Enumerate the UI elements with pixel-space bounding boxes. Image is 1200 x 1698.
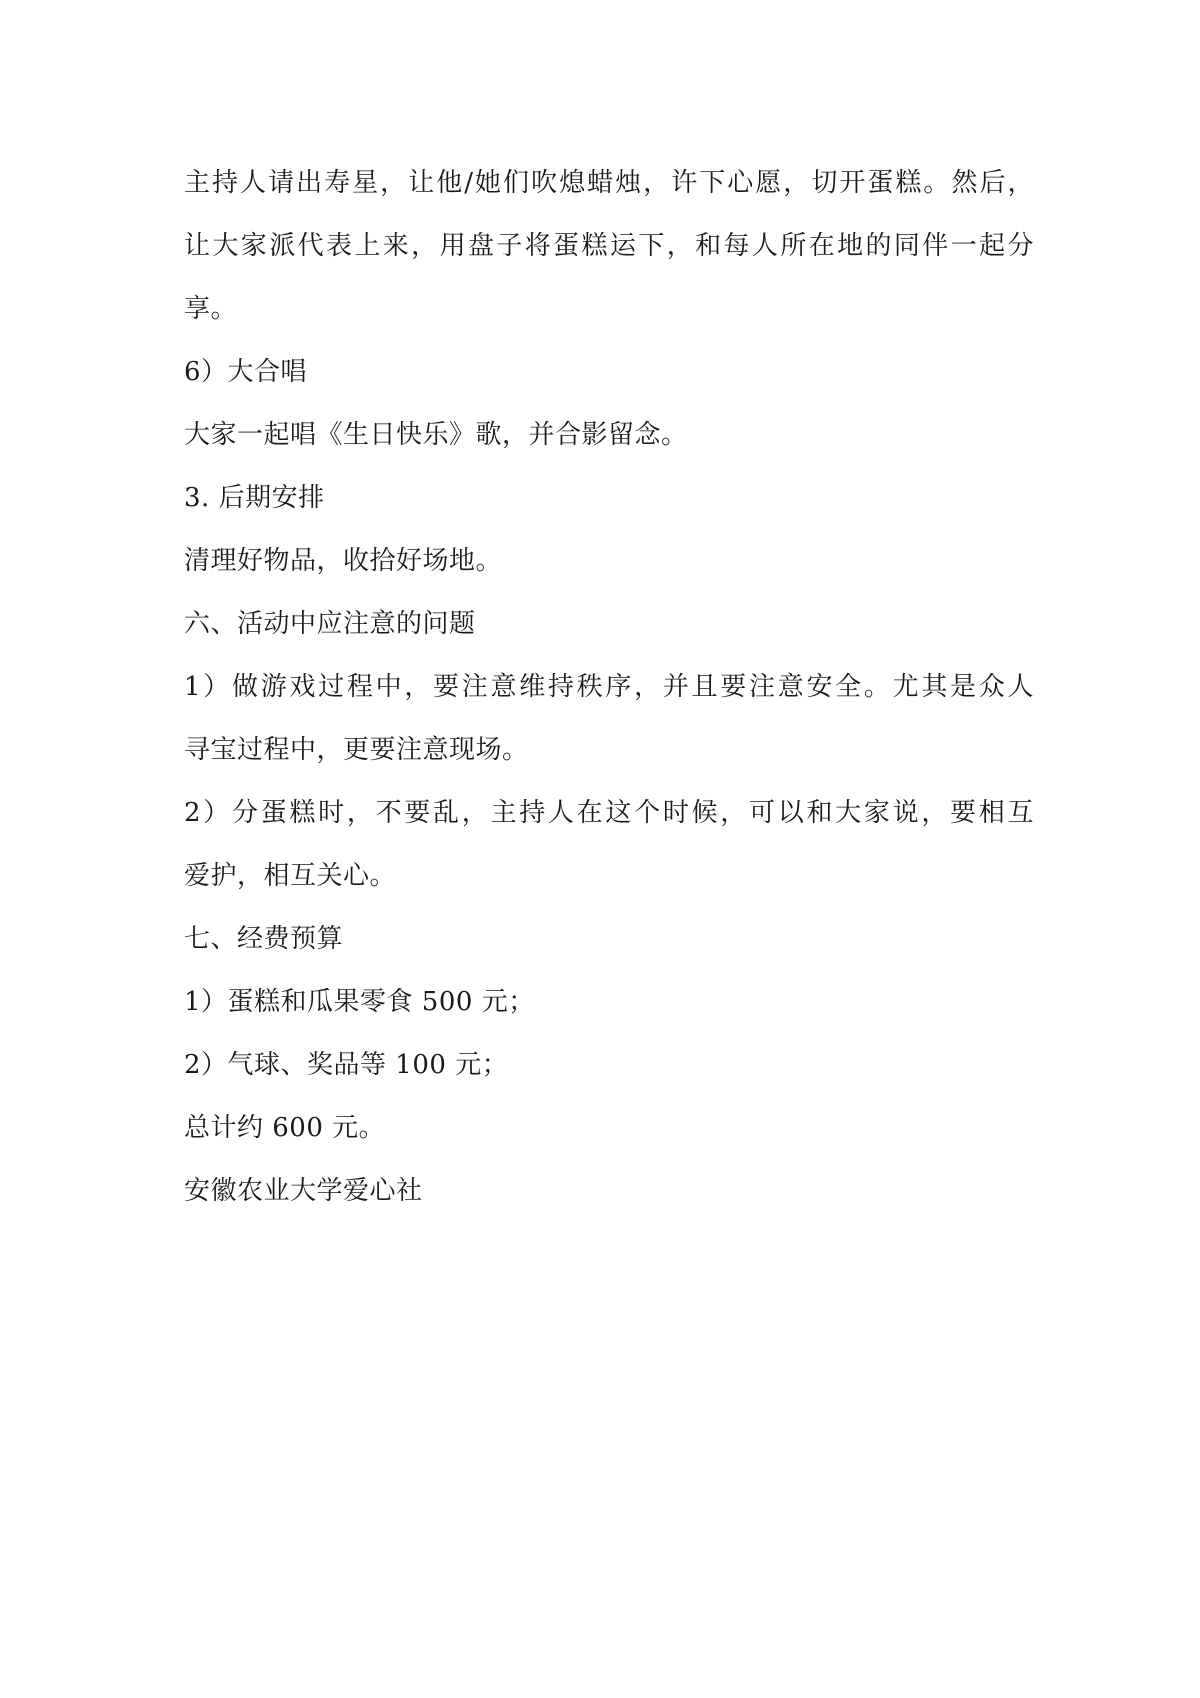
subheading: 6）大合唱 xyxy=(184,357,308,387)
list-item-line: 寻宝过程中，更要注意现场。 xyxy=(184,735,529,765)
document-body xyxy=(184,152,1034,1223)
paragraph-line: 主持人请出寿星，让他/她们吹熄蜡烛，许下心愿，切开蛋糕。然后， xyxy=(184,168,1034,198)
organization-signature: 安徽农业大学爱心社 xyxy=(184,1176,423,1206)
list-item-line: 1）做游戏过程中，要注意维持秩序，并且要注意安全。尤其是众人 xyxy=(184,672,1034,702)
subheading: 3. 后期安排 xyxy=(184,483,325,513)
paragraph-line: 总计约 600 元。 xyxy=(184,1113,386,1143)
paragraph-line: 大家一起唱《生日快乐》歌，并合影留念。 xyxy=(184,420,688,450)
paragraph-line: 让大家派代表上来，用盘子将蛋糕运下，和每人所在地的同伴一起分 xyxy=(184,231,1034,261)
list-item-line: 爱护，相互关心。 xyxy=(184,861,397,891)
section-heading: 七、经费预算 xyxy=(184,924,344,954)
paragraph-line: 享。 xyxy=(184,294,238,324)
list-item-line: 2）分蛋糕时，不要乱，主持人在这个时候，可以和大家说，要相互 xyxy=(184,798,1034,828)
section-heading: 六、活动中应注意的问题 xyxy=(184,609,476,639)
list-item-line: 1）蛋糕和瓜果零食 500 元； xyxy=(184,987,535,1017)
paragraph-line: 清理好物品，收拾好场地。 xyxy=(184,546,503,576)
list-item-line: 2）气球、奖品等 100 元； xyxy=(184,1050,509,1080)
